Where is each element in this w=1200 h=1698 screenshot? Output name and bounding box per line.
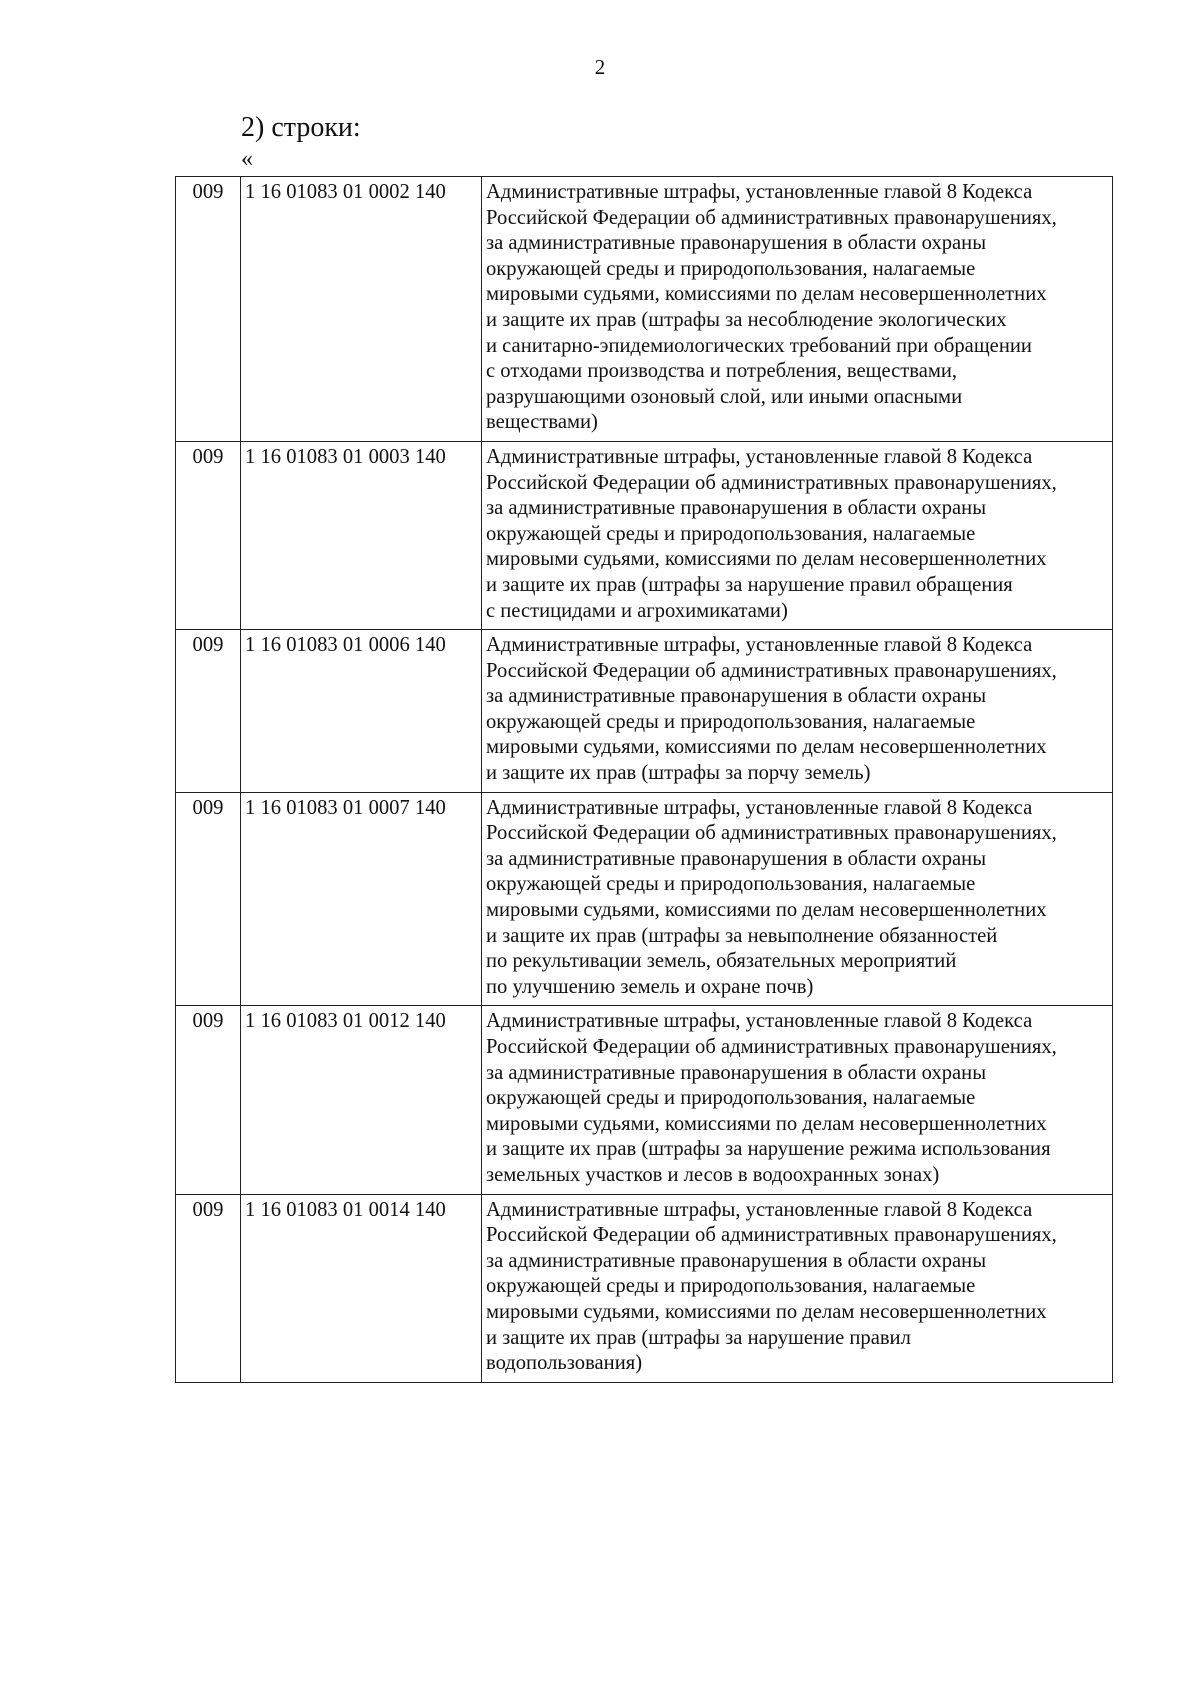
description-line: по рекультивации земель, обязательных мероприятий [486,950,957,973]
description-line: по улучшению земель и охране почв) [486,975,814,998]
description-line: с отходами производства и потребления, веществами, [486,360,958,383]
description-line: Российской Федерации об административных правонарушениях, [486,1036,1057,1058]
description-line: окружающей среды и природопользования, налагаемые [486,873,976,896]
table-row [176,792,1113,1006]
description-line: Российской Федерации об административных правонарушениях, [486,471,1057,494]
description-cell [482,1194,1113,1382]
description-line: и защите их прав (штрафы за порчу земель) [486,762,871,785]
description-line: Административные штрафы, установленные главой 8 Кодекса [486,1010,1033,1033]
description-line: Российской Федерации об административных правонарушениях, [486,206,1057,229]
opening-quote-mark: « [241,146,253,172]
description-line: окружающей среды и природопользования, налагаемые [486,522,976,545]
description-line: и защите их прав (штрафы за нарушение правил [486,1326,911,1349]
description-line: Административные штрафы, установленные главой 8 Кодекса [486,1198,1033,1221]
description-line: и защите их прав (штрафы за несоблюдение экологических [486,308,1007,331]
description-cell [482,177,1113,442]
description-line: за административные правонарушения в области охраны [486,685,987,708]
description-line: окружающей среды и природопользования, налагаемые [486,257,976,280]
table-row [176,441,1113,629]
description-line: мировыми судьями, комиссиями по делам несовершеннолетних [486,283,1047,306]
description-line: Российской Федерации об административных правонарушениях, [486,659,1057,682]
description-line: и защите их прав (штрафы за нарушение правил обращения [486,573,1013,596]
description-line: с пестицидами и агрохимикатами) [486,599,788,622]
description-line: за административные правонарушения в области охраны [486,497,987,520]
table-row [176,177,1113,442]
description-line: окружающей среды и природопользования, налагаемые [486,1275,976,1298]
description-line: Административные штрафы, установленные главой 8 Кодекса [486,445,1033,468]
description-line: Административные штрафы, установленные главой 8 Кодекса [486,181,1033,203]
description-line: и защите их прав (штрафы за нарушение режима использования [486,1138,1051,1161]
admin-code-cell: 009 [176,792,241,1006]
description-line: Российской Федерации об административных правонарушениях, [486,822,1057,845]
table-body [176,177,1113,1383]
description-line: окружающей среды и природопользования, налагаемые [486,1087,976,1110]
admin-code-cell: 009 [176,630,241,793]
kbk-code-cell: 1 16 01083 01 0012 140 [241,1006,482,1194]
description-line: Административные штрафы, установленные главой 8 Кодекса [486,634,1033,657]
budget-codes-table [175,176,1113,1383]
description-line: за административные правонарушения в области охраны [486,232,987,255]
table-row [176,1006,1113,1194]
description-line: мировыми судьями, комиссиями по делам несовершеннолетних [486,736,1047,759]
description-line: мировыми судьями, комиссиями по делам несовершеннолетних [486,548,1047,571]
description-cell [482,1006,1113,1194]
kbk-code-cell: 1 16 01083 01 0006 140 [241,630,482,793]
description-line: за административные правонарушения в области охраны [486,847,987,870]
description-line: мировыми судьями, комиссиями по делам несовершеннолетних [486,1300,1047,1323]
admin-code-cell: 009 [176,441,241,629]
description-line: Административные штрафы, установленные главой 8 Кодекса [486,796,1033,819]
page-number: 2 [594,55,606,79]
table-row [176,1194,1113,1382]
description-line: Российской Федерации об административных правонарушениях, [486,1224,1057,1247]
description-line: мировыми судьями, комиссиями по делам несовершеннолетних [486,1112,1047,1135]
description-line: разрушающими озоновый слой, или иными опасными [486,385,963,408]
kbk-code-cell: 1 16 01083 01 0003 140 [241,441,482,629]
table-row [176,630,1113,793]
section-heading: 2) строки: [241,112,361,143]
description-line: за административные правонарушения в области охраны [486,1249,987,1272]
description-line: земельных участков и лесов в водоохранных зонах) [486,1163,940,1186]
description-line: водопользования) [486,1352,643,1375]
description-line: за административные правонарушения в области охраны [486,1061,987,1084]
admin-code-cell: 009 [176,1006,241,1194]
admin-code-cell: 009 [176,1194,241,1382]
kbk-code-cell: 1 16 01083 01 0002 140 [241,177,482,442]
kbk-code-cell: 1 16 01083 01 0007 140 [241,792,482,1006]
admin-code-cell: 009 [176,177,241,442]
kbk-code-cell: 1 16 01083 01 0014 140 [241,1194,482,1382]
description-line: и санитарно-эпидемиологических требований при обращении [486,334,1032,357]
description-cell [482,630,1113,793]
description-cell [482,792,1113,1006]
description-line: веществами) [486,411,598,434]
description-line: окружающей среды и природопользования, налагаемые [486,710,976,733]
description-cell [482,441,1113,629]
description-line: и защите их прав (штрафы за невыполнение обязанностей [486,924,998,947]
description-line: мировыми судьями, комиссиями по делам несовершеннолетних [486,899,1047,922]
